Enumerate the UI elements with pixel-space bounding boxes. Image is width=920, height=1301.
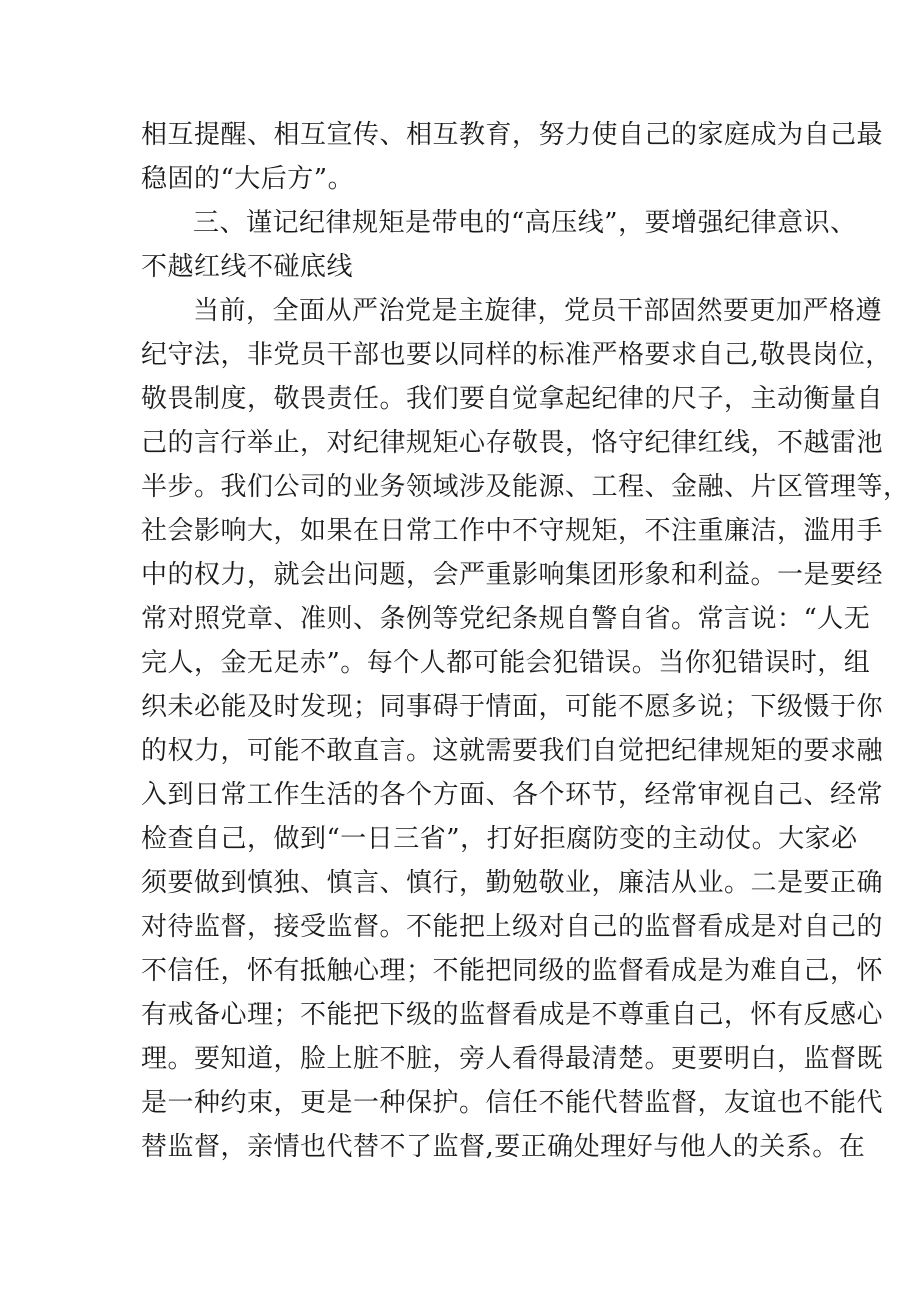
- text-line: 织未必能及时发现；同事碍于情面，可能不愿多说；下级慑于你: [141, 692, 884, 722]
- text-line: 敬畏制度，敬畏责任。我们要自觉拿起纪律的尺子，主动衡量自: [141, 384, 884, 414]
- section-heading-line: 不越红线不碰底线: [141, 252, 354, 282]
- text-line: 纪守法，非党员干部也要以同样的标准严格要求自己,敬畏岗位，: [141, 340, 892, 370]
- section-heading-line: 三、谨记纪律规矩是带电的“高压线”，要增强纪律意识、: [193, 208, 857, 238]
- text-line: 替监督，亲情也代替不了监督,要正确处理好与他人的关系。在: [141, 1132, 866, 1162]
- text-line: 检查自己，做到“一日三省”，打好拒腐防变的主动仗。大家必: [141, 824, 858, 854]
- text-line: 对待监督，接受监督。不能把上级对自己的监督看成是对自己的: [141, 912, 884, 942]
- text-line: 中的权力，就会出问题，会严重影响集团形象和利益。一是要经: [141, 560, 884, 590]
- text-line: 的权力，可能不敢直言。这就需要我们自觉把纪律规矩的要求融: [141, 736, 884, 766]
- text-line: 当前，全面从严治党是主旋律，党员干部固然要更加严格遵: [193, 296, 883, 326]
- text-line: 半步。我们公司的业务领域涉及能源、工程、金融、片区管理等，: [141, 472, 910, 502]
- text-line: 有戒备心理；不能把下级的监督看成是不尊重自己，怀有反感心: [141, 1000, 884, 1030]
- text-line: 稳固的“大后方”。: [141, 164, 355, 194]
- text-line: 己的言行举止，对纪律规矩心存敬畏，恪守纪律红线，不越雷池: [141, 428, 884, 458]
- text-line: 不信任，怀有抵触心理；不能把同级的监督看成是为难自己，怀: [141, 956, 884, 986]
- text-line: 理。要知道，脸上脏不脏，旁人看得最清楚。更要明白，监督既: [141, 1044, 884, 1074]
- text-line: 常对照党章、准则、条例等党纪条规自警自省。常言说：“人无: [141, 604, 871, 634]
- text-line: 社会影响大，如果在日常工作中不守规矩，不注重廉洁，滥用手: [141, 516, 884, 546]
- text-line: 入到日常工作生活的各个方面、各个环节，经常审视自己、经常: [141, 780, 884, 810]
- text-line: 完人，金无足赤”。每个人都可能会犯错误。当你犯错误时，组: [141, 648, 871, 678]
- text-line: 相互提醒、相互宣传、相互教育，努力使自己的家庭成为自己最: [141, 120, 884, 150]
- text-line: 须要做到慎独、慎言、慎行，勤勉敬业，廉洁从业。二是要正确: [141, 868, 884, 898]
- text-line: 是一种约束，更是一种保护。信任不能代替监督，友谊也不能代: [141, 1088, 884, 1118]
